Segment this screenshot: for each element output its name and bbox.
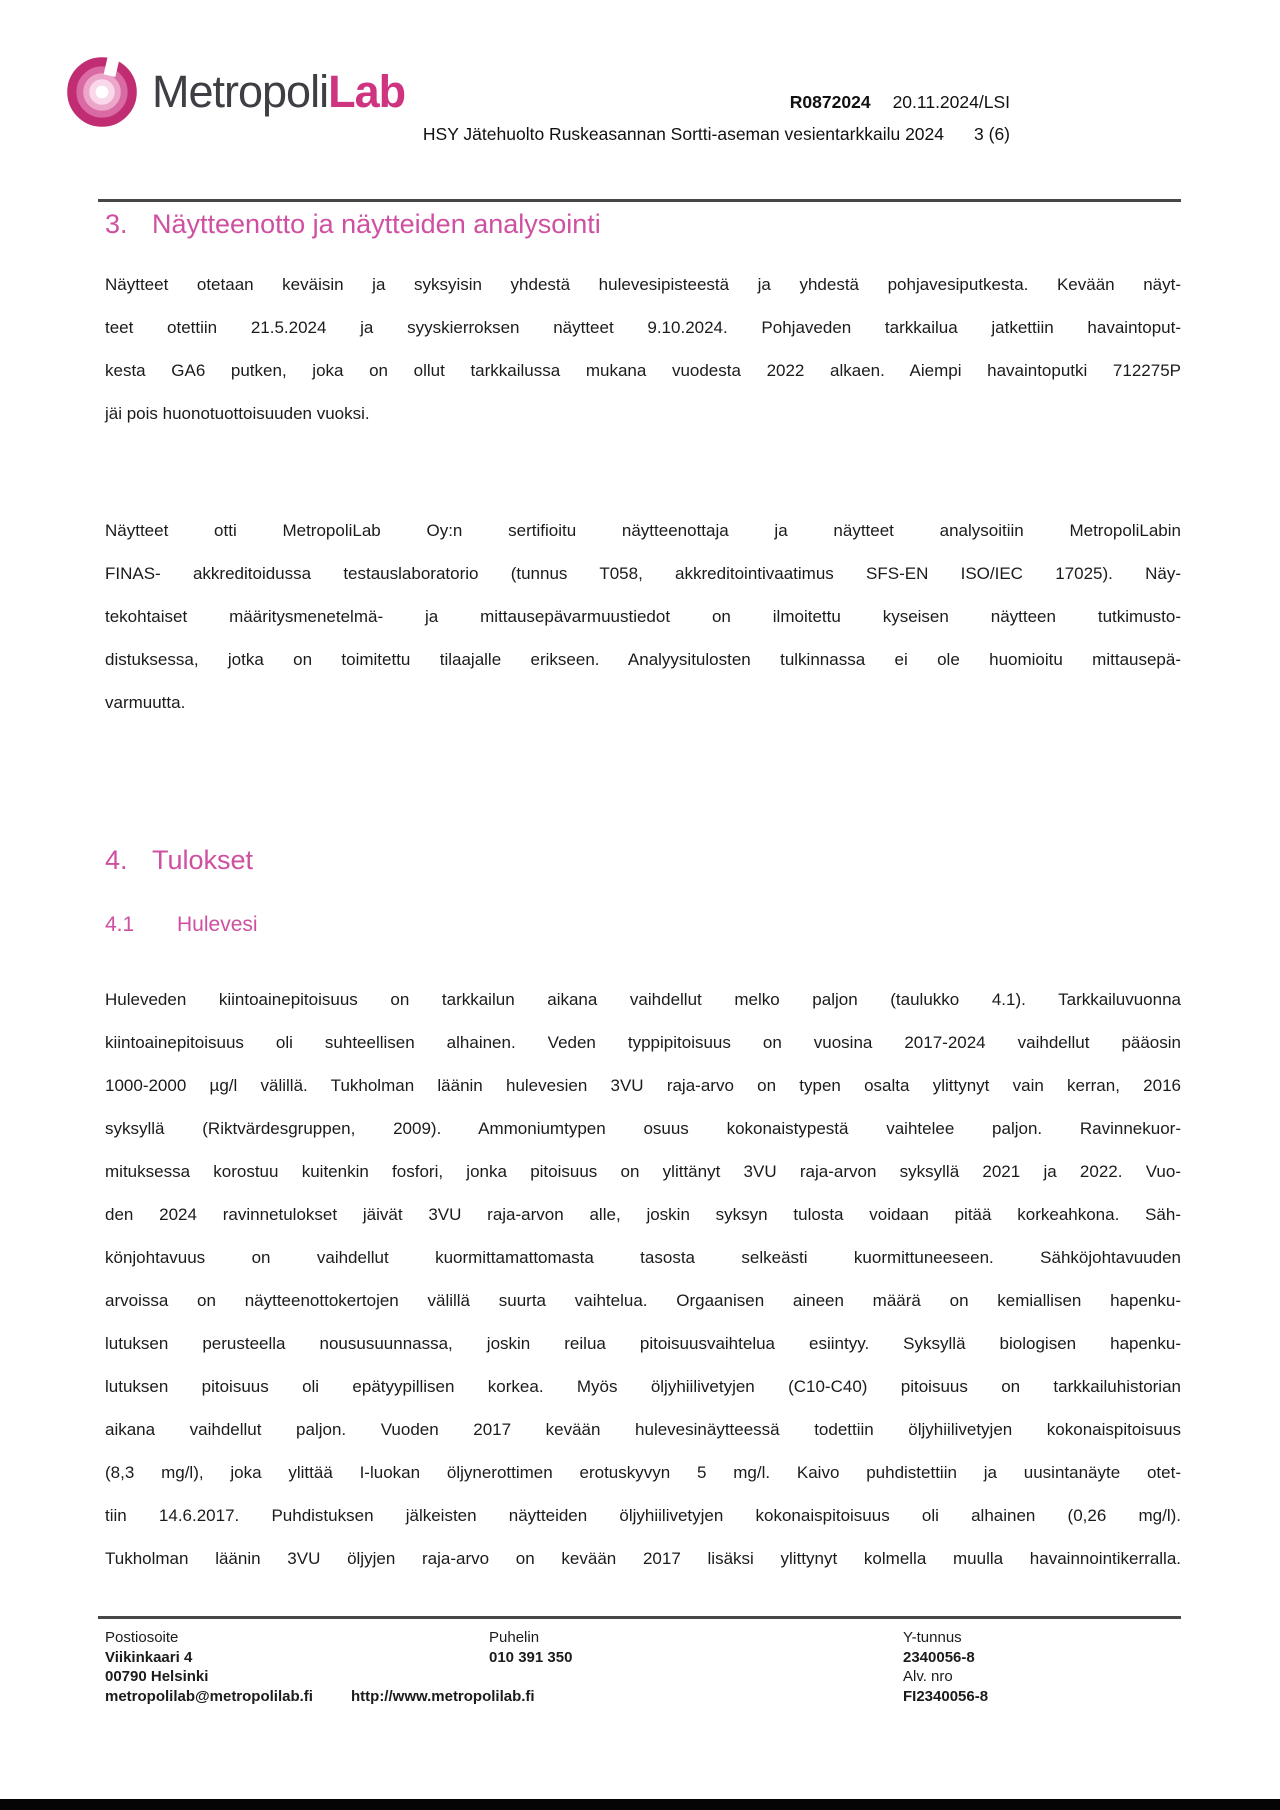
text-line: teet otettiin 21.5.2024 ja syyskierroksen näytteet 9.10.2024. Pohjaveden tarkkailua jatkettiin havaintoput- (105, 318, 1181, 337)
text-line: lutuksen perusteella noususuunnassa, joskin reilua pitoisuusvaihtelua esiintyy. Syksyllä biologisen hapenku- (105, 1334, 1181, 1353)
text-line: Näytteet otti MetropoliLab Oy:n sertifioitu näytteenottaja ja näytteet analysoitiin MetropoliLabin (105, 521, 1181, 540)
report-date: 20.11.2024/LSI (892, 92, 1010, 112)
text-line: aikana vaihdellut paljon. Vuoden 2017 kevään hulevesinäytteessä todettiin öljyhiilivetyjen kokonaispitoisuus (105, 1420, 1181, 1439)
footer-business-column (903, 1628, 988, 1706)
text-line: arvoissa on näytteenottokertojen välillä suurta vaihtelua. Orgaanisen aineen määrä on kemiallisen hapenku- (105, 1291, 1181, 1310)
text-line: Huleveden kiintoainepitoisuus on tarkkailun aikana vaihdellut melko paljon (taulukko 4.1). Tarkkailuvuonna (105, 990, 1181, 1009)
paragraph-sampling (105, 263, 1181, 435)
text-line: jäi pois huonotuottoisuuden vuoksi. (105, 404, 370, 423)
footer-city: 00790 Helsinki (105, 1668, 209, 1685)
text-line: syksyllä (Riktvärdesgruppen, 2009). Ammoniumtypen osuus kokonaistypestä vaihtelee paljon. Ravinnekuor- (105, 1119, 1181, 1138)
text-line: FINAS- akkreditoidussa testauslaboratorio (tunnus T058, akkreditointivaatimus SFS-EN ISO/IEC 17025). Näy- (105, 564, 1181, 583)
logo-wordmark (152, 52, 405, 132)
text-line: kesta GA6 putken, joka on ollut tarkkailussa mukana vuodesta 2022 alkaen. Aiempi havaintoputki 712275P (105, 361, 1181, 380)
footer-vat-number: FI2340056-8 (903, 1687, 989, 1705)
footer-vat-label: Alv. nro (903, 1668, 953, 1685)
logo-text-metropoli: Metropoli (152, 66, 329, 117)
header-meta (423, 92, 1010, 145)
text-line: distuksessa, jotka on toimitettu tilaajalle erikseen. Analyysitulosten tulkinnassa ei ole huomioitu mittausepä- (105, 650, 1181, 669)
section-4-number: 4. (105, 845, 128, 875)
footer-website-url: http://www.metropolilab.fi (351, 1687, 535, 1705)
logo-text-lab: Lab (328, 66, 406, 117)
footer-divider (98, 1616, 1181, 1619)
footer-business-id-label: Y-tunnus (903, 1629, 962, 1646)
section-4-heading (105, 845, 253, 876)
section-4-1-heading (105, 913, 258, 937)
report-number: R0872024 (789, 92, 871, 112)
section-4-1-title: Hulevesi (177, 913, 258, 936)
footer-phone-column (489, 1628, 572, 1667)
section-4-title: Tulokset (152, 845, 254, 875)
section-3-heading (105, 209, 601, 240)
text-line: Näytteet otetaan keväisin ja syksyisin yhdestä hulevesipisteestä ja yhdestä pohjavesiputkesta. Kevään näyt- (105, 275, 1181, 294)
section-4-1-number: 4.1 (105, 913, 135, 936)
text-line: mituksessa korostuu kuitenkin fosfori, jonka pitoisuus on ylittänyt 3VU raja-arvon syksyllä 2021 ja 2022. Vuo- (105, 1162, 1181, 1181)
text-line: (8,3 mg/l), joka ylittää I-luokan öljynerottimen erotuskyvyn 5 mg/l. Kaivo puhdistettiin ja uusintanäyte otet- (105, 1463, 1181, 1482)
text-line: kiintoainepitoisuus oli suhteellisen alhainen. Veden typpipitoisuus on vuosina 2017-2024 vaihdellut pääosin (105, 1033, 1181, 1052)
section-3-title: Näytteenotto ja näytteiden analysointi (152, 209, 601, 239)
footer-phone-label: Puhelin (489, 1629, 540, 1646)
swirl-icon (62, 52, 142, 132)
text-line: lutuksen pitoisuus oli epätyypillisen korkea. Myös öljyhiilivetyjen (C10-C40) pitoisuus on tarkkailuhistorian (105, 1377, 1181, 1396)
footer-business-id: 2340056-8 (903, 1648, 975, 1666)
page-bottom-bar (0, 1799, 1280, 1810)
footer-address-column (105, 1628, 313, 1706)
footer-address-label: Postiosoite (105, 1629, 179, 1646)
text-line: Tukholman läänin 3VU öljyjen raja-arvo on kevään 2017 lisäksi ylittynyt kolmella muulla havainnointikerralla. (105, 1549, 1181, 1568)
paragraph-hulevesi (105, 978, 1181, 1580)
section-3-number: 3. (105, 209, 128, 239)
text-line: 1000-2000 µg/l välillä. Tukholman läänin hulevesien 3VU raja-arvo on typen osalta ylittynyt vain kerran, 2016 (105, 1076, 1181, 1095)
page-number: 3 (6) (974, 124, 1010, 144)
text-line: varmuutta. (105, 693, 186, 712)
paragraph-analysis (105, 509, 1181, 724)
metropolilab-logo (62, 52, 405, 132)
report-subtitle: HSY Jätehuolto Ruskeasannan Sortti-aseman vesientarkkailu 2024 (422, 124, 945, 144)
footer-phone-number: 010 391 350 (489, 1648, 573, 1666)
text-line: könjohtavuus on vaihdellut kuormittamattomasta tasosta selkeästi kuormittuneeseen. Sähköjohtavuuden (105, 1248, 1181, 1267)
footer-street: Viikinkaari 4 (105, 1648, 193, 1666)
header-divider (98, 199, 1181, 202)
footer-email: metropolilab@metropolilab.fi (105, 1687, 313, 1705)
text-line: tiin 14.6.2017. Puhdistuksen jälkeisten näytteiden öljyhiilivetyjen kokonaispitoisuus oli alhainen (0,26 mg/l). (105, 1506, 1181, 1525)
text-line: tekohtaiset määritysmenetelmä- ja mittausepävarmuustiedot on ilmoitettu kyseisen näytteen tutkimusto- (105, 607, 1181, 626)
text-line: den 2024 ravinnetulokset jäivät 3VU raja-arvon alle, joskin syksyn tulosta voidaan pitää korkeahkona. Säh- (105, 1205, 1181, 1224)
